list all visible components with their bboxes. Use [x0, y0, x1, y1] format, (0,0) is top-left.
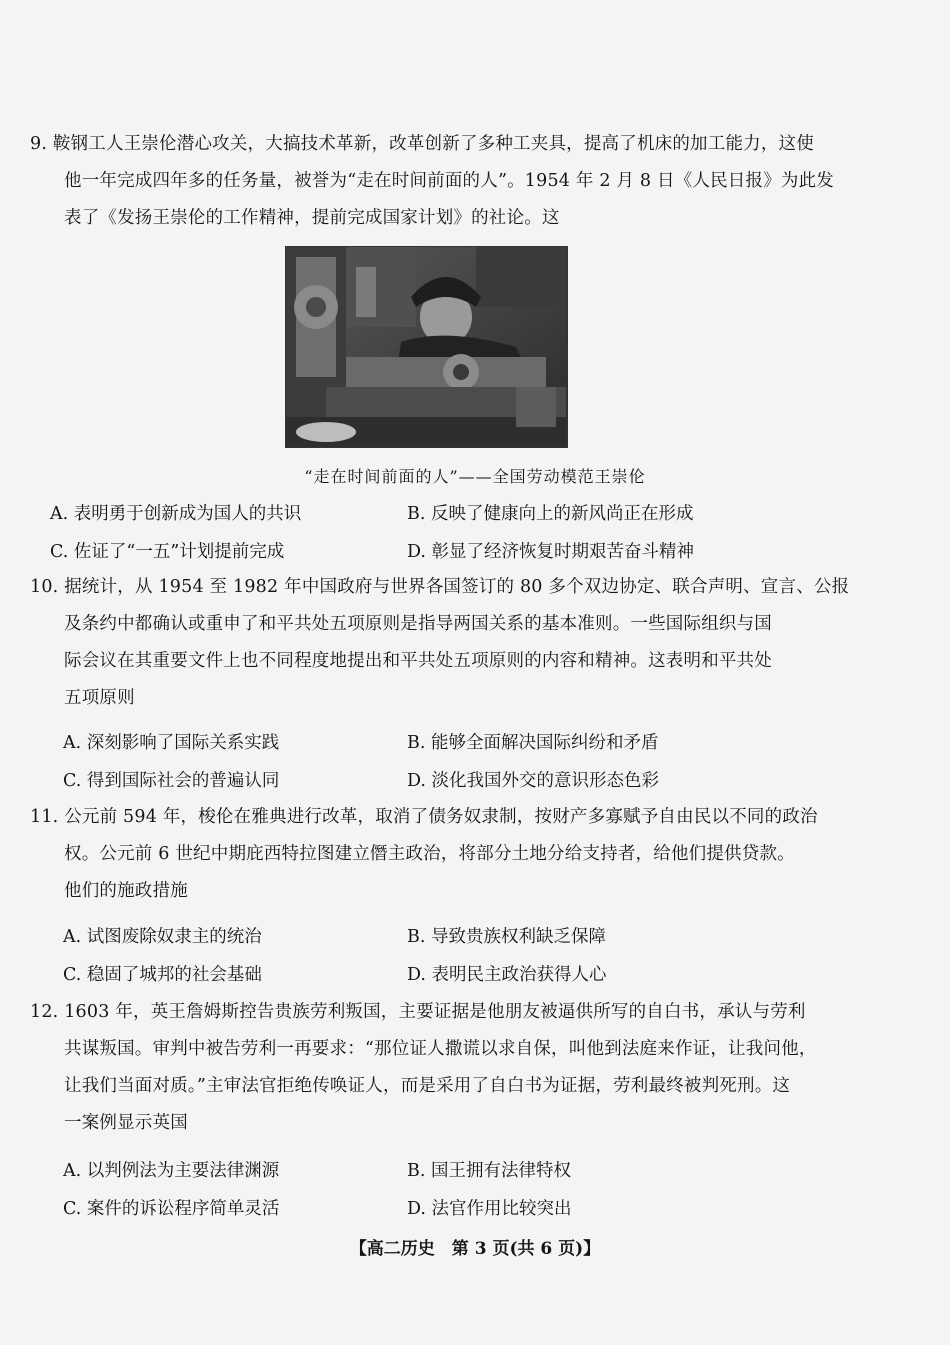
q9-line-1: 9. 鞍钢工人王崇伦潜心攻关，大搞技术革新，改革创新了多种工夹具，提高了机床的加工能力，这使 — [30, 134, 814, 154]
q10-option-c[interactable]: C. 得到国际社会的普遍认同 — [63, 771, 280, 791]
wang-chonglun-photo — [285, 246, 568, 448]
q9-option-d[interactable]: D. 彰显了经济恢复时期艰苦奋斗精神 — [407, 542, 695, 562]
q12-line-1: 12. 1603 年，英王詹姆斯控告贵族劳利叛国，主要证据是他朋友被逼供所写的自白书，承认与劳利 — [30, 1002, 806, 1022]
q10-option-b[interactable]: B. 能够全面解决国际纠纷和矛盾 — [407, 733, 659, 753]
q11-option-d[interactable]: D. 表明民主政治获得人心 — [407, 965, 607, 985]
question-12-stem — [30, 994, 817, 1142]
q12-option-a[interactable]: A. 以判例法为主要法律渊源 — [63, 1161, 280, 1181]
q11-option-c[interactable]: C. 稳固了城邦的社会基础 — [63, 965, 262, 985]
photo-caption: “走在时间前面的人”——全国劳动模范王崇伦 — [304, 467, 646, 486]
q12-line-4: 一案例显示英国 — [64, 1113, 188, 1133]
q11-option-a[interactable]: A. 试图废除奴隶主的统治 — [63, 927, 262, 947]
q11-line-1: 11. 公元前 594 年，梭伦在雅典进行改革，取消了债务奴隶制，按财产多寡赋予自由民以不同的政治 — [30, 807, 818, 827]
q9-option-a[interactable]: A. 表明勇于创新成为国人的共识 — [50, 504, 302, 524]
q9-line-3: 表了《发扬王崇伦的工作精神，提前完成国家计划》的社论。这 — [64, 208, 560, 228]
q9-option-b[interactable]: B. 反映了健康向上的新风尚正在形成 — [407, 504, 694, 524]
q11-line-2: 权。公元前 6 世纪中期庇西特拉图建立僭主政治，将部分土地分给支持者，给他们提供贷款。 — [64, 844, 795, 864]
question-11-stem — [30, 799, 818, 910]
q9-line-2: 他一年完成四年多的任务量，被誉为“走在时间前面的人”。1954 年 2 月 8 日《人民日报》为此发 — [64, 171, 835, 191]
q10-line-3: 际会议在其重要文件上也不同程度地提出和平共处五项原则的内容和精神。这表明和平共处 — [64, 651, 772, 671]
q10-line-2: 及条约中都确认或重申了和平共处五项原则是指导两国关系的基本准则。一些国际组织与国 — [64, 614, 772, 634]
page-footer: 【高二历史 第 3 页(共 6 页)】 — [349, 1239, 601, 1259]
q11-line-3: 他们的施政措施 — [64, 881, 188, 901]
q12-option-c[interactable]: C. 案件的诉讼程序简单灵活 — [63, 1199, 280, 1219]
q10-option-d[interactable]: D. 淡化我国外交的意识形态色彩 — [407, 771, 660, 791]
q12-option-d[interactable]: D. 法官作用比较突出 — [407, 1199, 572, 1219]
question-10-stem — [30, 569, 850, 717]
q10-option-a[interactable]: A. 深刻影响了国际关系实践 — [63, 733, 280, 753]
q9-option-c[interactable]: C. 佐证了“一五”计划提前完成 — [50, 542, 285, 562]
q12-option-b[interactable]: B. 国王拥有法律特权 — [407, 1161, 571, 1181]
q12-line-3: 让我们当面对质。”主审法官拒绝传唤证人，而是采用了自白书为证据，劳利最终被判死刑。这 — [64, 1076, 791, 1096]
worker-at-lathe-image — [286, 247, 567, 447]
q11-option-b[interactable]: B. 导致贵族权利缺乏保障 — [407, 927, 606, 947]
q10-line-1: 10. 据统计，从 1954 至 1982 年中国政府与世界各国签订的 80 多个双边协定、联合声明、宣言、公报 — [30, 577, 850, 597]
q10-line-4: 五项原则 — [64, 688, 135, 708]
q12-line-2: 共谋叛国。审判中被告劳利一再要求：“那位证人撒谎以求自保，叫他到法庭来作证，让我问他， — [64, 1039, 817, 1059]
question-9-stem — [30, 126, 835, 237]
